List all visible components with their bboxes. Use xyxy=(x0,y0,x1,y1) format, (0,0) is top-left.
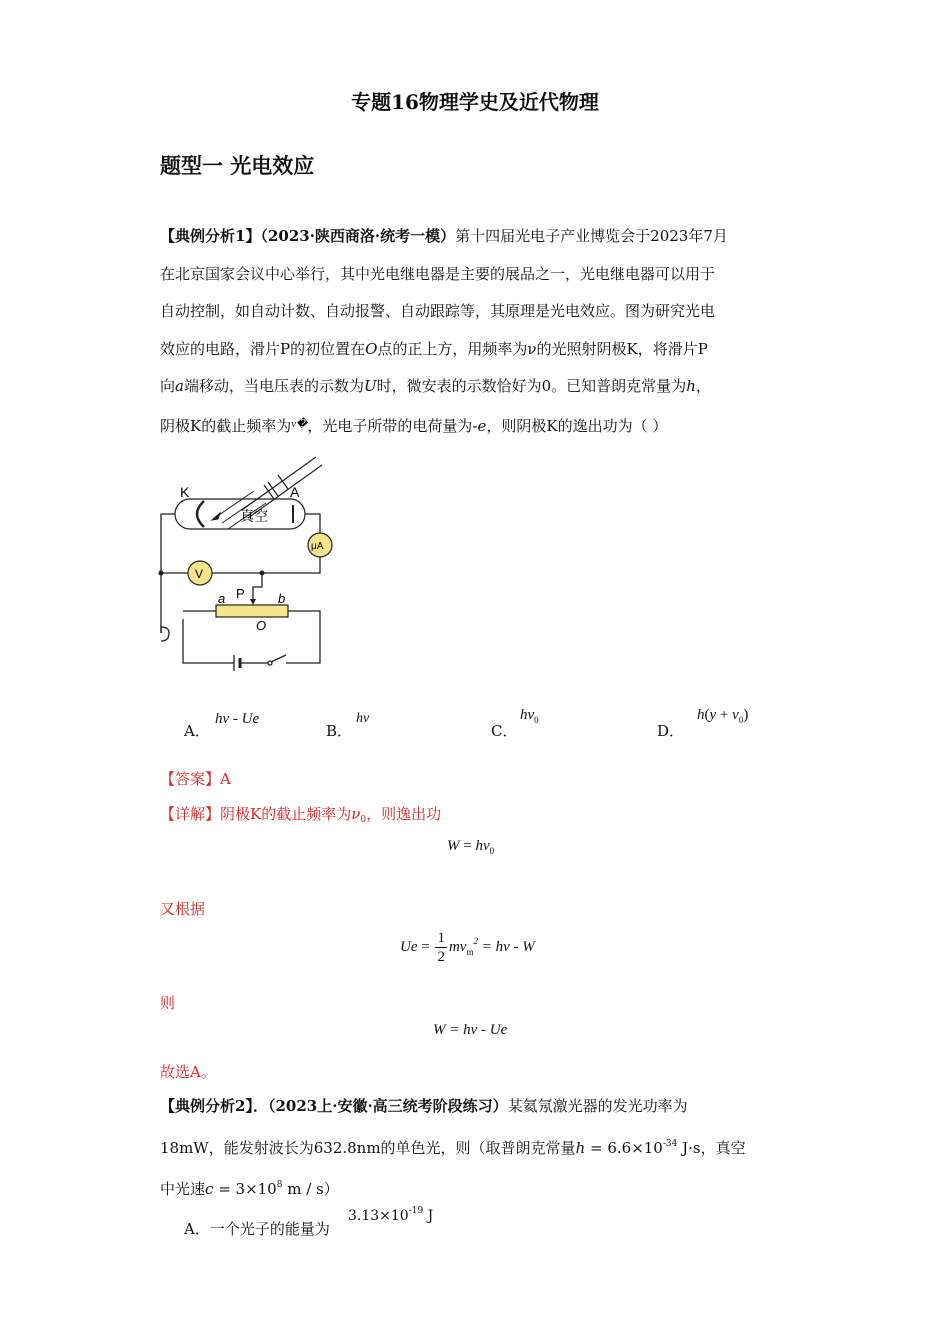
section-heading: 题型一 光电效应 xyxy=(160,153,315,178)
q2-line-3: 中光速$c = 3\times 10^8$ m / s） xyxy=(160,1180,339,1198)
q1-source: （2023·陕西商洛·统考一模） xyxy=(260,227,456,245)
again-text: 又根据 xyxy=(160,900,206,918)
rheostat xyxy=(216,605,288,617)
slider-p xyxy=(250,599,256,605)
label-a: A xyxy=(290,484,300,500)
q1-line-1: 【典例分析1】（2023·陕西商洛·统考一模）第十四届光电子产业博览会于2023年7月 xyxy=(160,227,728,245)
option-c-value: $h\nu_0$ xyxy=(520,707,539,725)
equation-1: $W = h\nu_0$ xyxy=(447,838,495,856)
cathode-k xyxy=(197,501,204,527)
page-title: 专题16物理学史及近代物理 xyxy=(351,90,599,114)
battery xyxy=(230,655,252,671)
junction-left xyxy=(159,571,164,576)
conclusion-text: 故选A。 xyxy=(160,1063,216,1081)
label-voltmeter: V xyxy=(195,567,204,581)
answer-value: A xyxy=(220,770,231,788)
q2-option-a-value: $3.13\times 10^{-19}$ J xyxy=(348,1206,434,1224)
q1-line-3: 自动控制，如自动计数、自动报警、自动跟踪等，其原理是光电效应。图为研究光电 xyxy=(160,302,716,320)
detail-line: 【详解】阴极K的截止频率为$\nu_0$，则逸出功 xyxy=(160,805,442,825)
q2-option-a[interactable]: A．一个光子的能量为 xyxy=(184,1220,330,1238)
label-vacuum: 真空 xyxy=(240,508,268,524)
option-b-value: hν xyxy=(356,711,370,726)
label-k: K xyxy=(180,484,190,500)
label-microammeter: μA xyxy=(311,541,324,552)
question-1-text xyxy=(160,218,792,445)
label-a-end: a xyxy=(218,591,226,606)
option-d[interactable]: D． xyxy=(657,722,685,740)
q1-line-6: 阴极K的截止频率为$^{\nu�}$，光电子所带的电荷量为-e，则阴极K的逸出功为（ ） xyxy=(160,416,668,435)
q2-line-1: 【典例分析2】．（2023上·安徽·高三统考阶段练习）某氦氖激光器的发光功率为 xyxy=(160,1097,688,1115)
label-b-end: b xyxy=(278,591,286,606)
option-d-value: $h(y + \nu_0)$ xyxy=(697,707,749,725)
q2-tag: 【典例分析2】 xyxy=(160,1097,253,1115)
equation-2: Ue = $\frac{1}{2}$ $mv_m^2 = h\nu - W$ xyxy=(400,930,535,965)
junction-right xyxy=(260,571,265,576)
q2-source: （2023上·安徽·高三统考阶段练习） xyxy=(267,1097,508,1115)
then-text: 则 xyxy=(160,994,176,1012)
label-o: O xyxy=(256,618,267,633)
q1-line-2: 在北京国家会议中心举行，其中光电继电器是主要的展品之一，光电继电器可以用于 xyxy=(160,264,716,283)
q1-line-4: 效应的电路，滑片P的初位置在O点的正上方，用频率为ν的光照射阴极K，将滑片P xyxy=(160,339,708,358)
answer-line: 【答案】A xyxy=(160,770,231,788)
q1-line-5: 向a端移动，当电压表的示数为U时，微安表的示数恰好为0。已知普朗克常量为h， xyxy=(160,377,711,395)
circuit-diagram xyxy=(150,445,350,675)
label-p: P xyxy=(236,586,245,601)
equation-3: W = hν - Ue xyxy=(433,1022,508,1038)
switch xyxy=(268,655,286,665)
option-a-value: hν - Ue xyxy=(215,711,260,727)
question-2-text xyxy=(160,1088,792,1209)
option-a[interactable]: A． xyxy=(184,722,210,740)
q2-line-2: 18mW，能发射波长为632.8nm的单色光，则（取普朗克常量$h = 6.6\times 10^{-34}$ J·s，真空 xyxy=(160,1138,746,1157)
option-c[interactable]: C． xyxy=(491,722,518,740)
q1-tag: 【典例分析1】 xyxy=(160,227,261,245)
option-b[interactable]: B． xyxy=(326,722,353,740)
